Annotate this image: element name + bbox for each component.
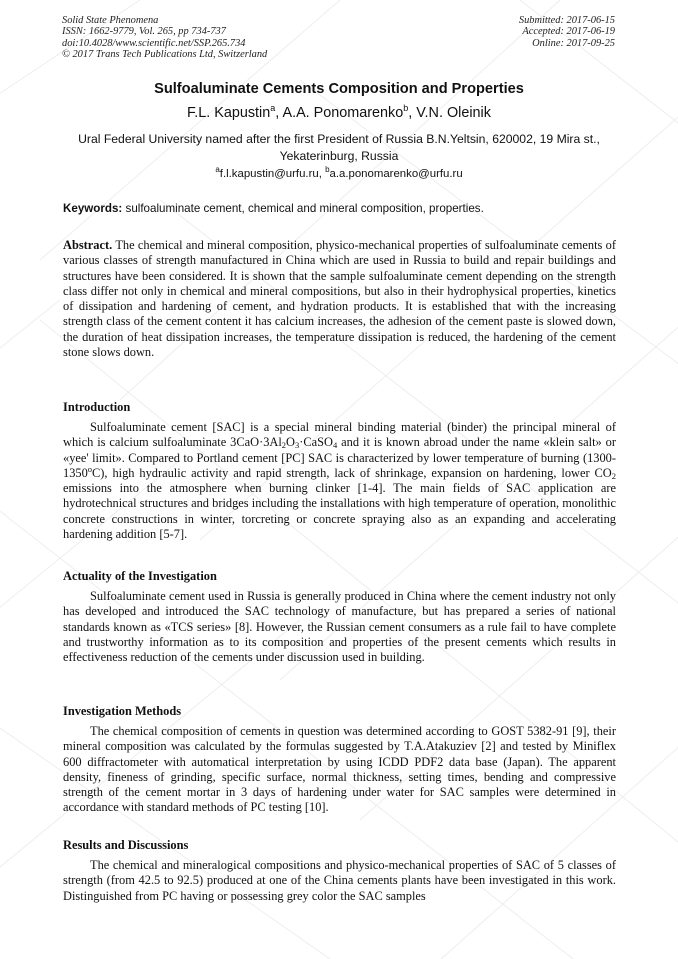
subscript: 2 (611, 470, 616, 481)
author-list (0, 103, 678, 121)
paper-title: Sulfoaluminate Cements Composition and Properties (154, 81, 524, 97)
body-text: and it is known abroad under the name «klein salt» or «yee' limit». Compared to Portland cement [PC] SAC is characterized by lower temperature of burning (1300-1350 (63, 435, 616, 480)
body-text: Sulfoaluminate cement used in Russia is generally produced in China where the cement industry not only has developed and introduced the SAC technology of manufacture, but has prepared a series of national standards known as «TCS series» [8]. However, the Russian cement consumers as a rule fail to have complete and trustworthy information as to its composition and properties of the present cements which results in effectiveness reduction of the cements under discussion used in building. (63, 589, 616, 665)
journal-name: Solid State Phenomena (62, 15, 159, 26)
subscript: 3 (295, 440, 300, 451)
subscript: 2 (281, 440, 287, 451)
body-text: O (286, 435, 295, 450)
body-text: The chemical composition of cements in question was determined according to GOST 5382-91 [9], their mineral composition was calculated by the formulas suggested by T.A.Atakuziev [2] and tested by Miniflex 600 diffractometer with automatical interpretation by using ICDD PDF2 data base (Japan). The apparent density, fineness of grinding, specific surface, normal thickness, setting times, bending and compressive strength of the cement mortar in 3 days of hardening under water for SAC samples were determined in accordance with standard methods of PC testing [10]. (63, 724, 616, 815)
email-mark: b (325, 165, 330, 174)
section-body-introduction (63, 420, 616, 542)
author-name: V.N. Oleinik (416, 105, 491, 121)
abstract-label: Abstract. (63, 238, 113, 252)
body-text: Sulfoaluminate cement [SAC] is a special mineral binding material (binder) the principal mineral of which is calcium sulfoaluminate 3CaO·3Al (63, 420, 616, 450)
superscript: o (87, 463, 93, 474)
keywords (63, 202, 619, 215)
body-text: C), high hydraulic activity and rapid strength, lack of shrinkage, expansion on hardening, lower CO (92, 465, 612, 480)
section-heading-actuality: Actuality of the Investigation (63, 569, 217, 583)
publication-dates (519, 15, 615, 49)
section-body-methods (63, 724, 616, 816)
keywords-text: sulfoaluminate cement, chemical and mineral composition, properties. (125, 202, 484, 215)
publication-info (62, 15, 267, 61)
accepted-date: Accepted: 2017-06-19 (522, 26, 615, 38)
section-heading-results: Results and Discussions (63, 838, 189, 852)
abstract-text: The chemical and mineral composition, physico-mechanical properties of sulfoaluminate cements of various classes of strength manufactured in China which are used in Russia to build and repair buildings and structures have been considered. It is shown that the sample sulfoaluminate cement depending on the strength class differ not only in chemical and mineral compositions, but also in their hydrophysical properties, kinetics of dissipation and hardening of cement, and hydration products. It is established that with the increasing strength class of the cement content it has calcium increases, the adhesion of the cement paste is slowed down, the duration of heat dissipation increases, the temperature dissipation is reduced, the hardening of the cement stone slows down. (63, 238, 616, 360)
online-date: Online: 2017-09-25 (532, 37, 615, 49)
abstract (63, 238, 616, 360)
email-address[interactable]: f.l.kapustin@urfu.ru (219, 168, 319, 180)
section-body-actuality (63, 589, 616, 665)
body-text: The chemical and mineralogical compositions and physico-mechanical properties of SAC of 5 classes of strength (from 42.5 to 92.5) produced at one of the China cements plants have been investigated in this work. Distinguished from PC having or possessing grey color the SAC samples (63, 858, 616, 903)
affiliation: Ural Federal University named after the first President of Russia B.N.Yeltsin, 620002, 19 Mira st., Yekaterinburg, Russia (78, 132, 600, 163)
subscript: 4 (332, 440, 338, 451)
issn-line: ISSN: 1662-9779, Vol. 265, pp 734-737 (62, 26, 226, 38)
email-separator: , (318, 168, 326, 180)
section-heading-introduction: Introduction (63, 400, 131, 414)
author-affil-mark: b (403, 103, 409, 113)
section-heading-methods: Investigation Methods (63, 704, 182, 718)
email-mark: a (215, 165, 220, 174)
keywords-label: Keywords: (63, 202, 123, 215)
author-separator: , (408, 105, 417, 121)
author-separator: , (275, 105, 283, 121)
copyright-line: © 2017 Trans Tech Publications Ltd, Switzerland (62, 49, 268, 61)
body-text: emissions into the atmosphere when burning clinker [1-4]. The main fields of SAC application are hydrotechnical structures and bridges including the installations with high temperature of operation, monolithic concrete constructions in winter, torcreting or concrete spraying also as an expanding and accelerating hardening addition [5-7]. (63, 481, 616, 542)
author-emails (0, 165, 678, 180)
section-body-results (63, 858, 616, 904)
email-address[interactable]: a.a.ponomarenko@urfu.ru (329, 168, 463, 180)
author-name: F.L. Kapustin (187, 105, 271, 121)
body-text: ·CaSO (299, 435, 333, 450)
submitted-date: Submitted: 2017-06-15 (518, 15, 615, 26)
doi-line: doi:10.4028/www.scientific.net/SSP.265.734 (62, 37, 246, 49)
author-name: A.A. Ponomarenko (282, 105, 404, 121)
author-affil-mark: a (270, 103, 276, 113)
